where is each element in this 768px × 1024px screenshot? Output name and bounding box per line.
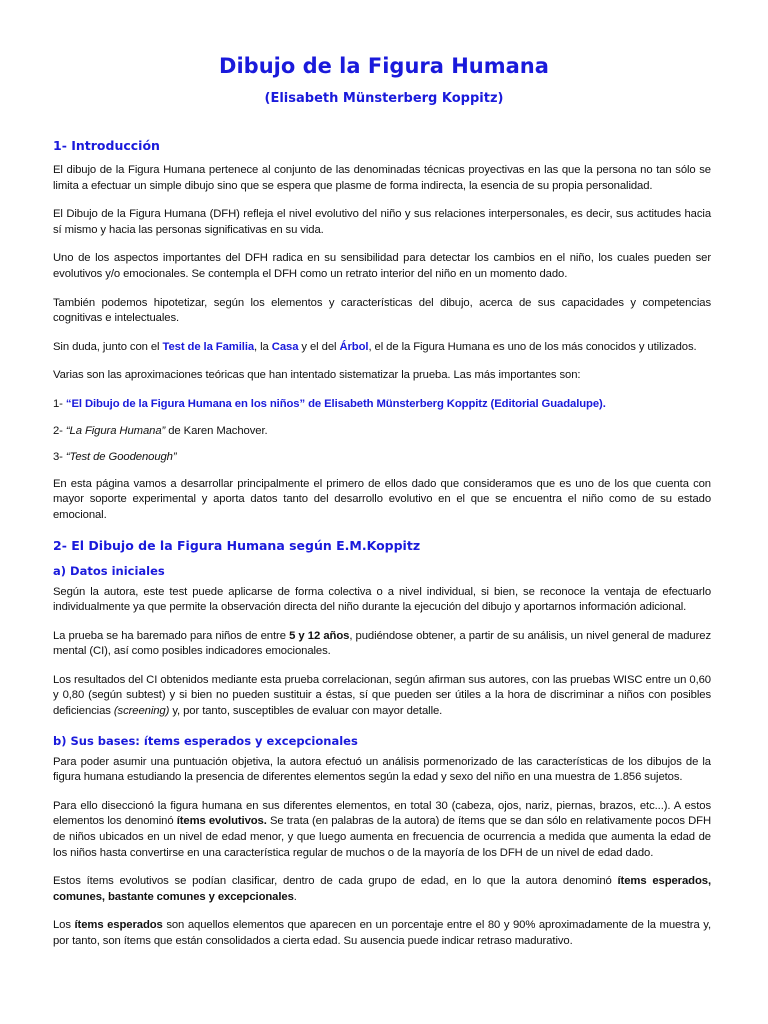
intro-paragraph-1: El dibujo de la Figura Humana pertenece al conjunto de las denominadas técnicas proyectivas en las que la persona no tan sólo se limita a efectuar un simple dibujo sino que se espera que plasme de forma indirecta, la esencia de su propia personalidad.	[53, 164, 711, 192]
list-item-3	[53, 450, 711, 466]
intro-paragraph-4: También podemos hipotetizar, según los elementos y características del dibujo, acerca de sus capacidades y competencias cognitivas e intelectuales.	[53, 296, 711, 325]
bold-term: ítems esperados, comunes, bastante comunes y excepcionales	[53, 875, 711, 903]
subsection-b-heading: b) Sus bases: ítems esperados y excepcionales	[53, 733, 358, 748]
list-item-title: “Test de Goodenough”	[65, 451, 177, 464]
text-run: son aquellos elementos que aparecen en un porcentaje entre el 80 y 90% aproximadamente de la muestra y, por tanto, son ítems que están consolidados a cierta edad. Su ausencia puede indicar retraso madurativo.	[53, 919, 711, 947]
text-run: .	[293, 890, 297, 903]
subsection-a-heading: a) Datos iniciales	[53, 563, 165, 578]
text-run: , pudiéndose obtener, a partir de su análisis, un nivel general de madurez mental (CI), así como posibles indicadores emocionales.	[53, 629, 711, 658]
bases-paragraph-4	[53, 918, 711, 949]
bases-paragraph-2	[53, 799, 711, 861]
text-run: Los	[53, 919, 75, 932]
list-number: 3-	[53, 451, 66, 464]
intro-paragraph-3: Uno de los aspectos importantes del DFH radica en su sensibilidad para detectar los cambios en el niño, los cuales pueden ser evolutivos y/o emocionales. Se contempla el DFH como un retrato interior del niño en un momento dado.	[53, 252, 711, 280]
datos-paragraph-3	[53, 673, 711, 720]
bases-paragraph-3	[53, 874, 711, 905]
list-number: 2-	[53, 424, 66, 437]
text-run: Se trata (en palabras de la autora) de ítems que se dan sólo en relativamente pocos DFH de niños ubicados en un nivel de edad menor, y que luego aumenta en frecuencia de ocurrencia a medida que aumenta la edad de los niños hasta convertirse en una característica regular de muchos o de la mayoría de los DFH de un nivel de edad dado.	[53, 815, 712, 859]
list-item-title: “La Figura Humana”	[65, 424, 166, 437]
bases-paragraph-1: Para poder asumir una puntuación objetiva, la autora efectuó un análisis pormenorizado de las características de los dibujos de la figura humana estudiando la presencia de diferentes elementos según la edad y sexo del niño en una muestra de 1.856 sujetos.	[53, 755, 711, 784]
text-run: Sin duda, junto con el	[53, 340, 163, 353]
list-item-2	[53, 424, 711, 440]
approaches-list	[53, 397, 711, 466]
text-run: Estos ítems evolutivos se podían clasificar, dentro de cada grupo de edad, en lo que la autora denominó	[53, 875, 618, 888]
text-run: Para ello diseccionó la figura humana en sus diferentes elementos, en total 30 (cabeza, ojos, nariz, piernas, brazos, etc...). A estos elementos los denominó	[53, 799, 711, 828]
link-casa[interactable]: Casa	[271, 340, 299, 353]
text-run: La prueba se ha baremado para niños de entre	[53, 629, 290, 642]
intro-paragraph-5	[53, 340, 711, 356]
intro-paragraph-7: En esta página vamos a desarrollar principalmente el primero de ellos dado que consideramos que es uno de los que cuenta con mayor soporte experimental y aporta datos tanto del desarrollo evolutivo en el que se encuentra el niño como de su estado emocional.	[53, 477, 711, 521]
datos-paragraph-1: Según la autora, este test puede aplicarse de forma colectiva o a nivel individual, si bien, se reconoce la ventaja de efectuarlo individualmente ya que permite la observación directa del niño durante la ejecución del dibujo y aportarnos información adicional.	[53, 585, 711, 614]
age-range: 5 y 12 años	[289, 629, 350, 642]
page-title: Dibujo de la Figura Humana	[219, 54, 549, 78]
list-number: 1-	[53, 397, 66, 410]
link-test-de-la-familia[interactable]: Test de la Familia	[162, 340, 255, 353]
datos-paragraph-2	[53, 629, 711, 660]
intro-paragraph-6: Varias son las aproximaciones teóricas que han intentado sistematizar la prueba. Las más importantes son:	[53, 369, 581, 382]
link-arbol[interactable]: Árbol	[339, 340, 369, 353]
section-1-heading: 1- Introducción	[53, 138, 160, 153]
text-run: , el de la Figura Humana es uno de los más conocidos y utilizados.	[368, 340, 697, 353]
bold-term: ítems evolutivos.	[176, 815, 267, 828]
screening-term: (screening)	[113, 705, 170, 718]
intro-paragraph-2: El Dibujo de la Figura Humana (DFH) refleja el nivel evolutivo del niño y sus relaciones interpersonales, es decir, sus actitudes hacia sí mismo y hacia las personas significativas en su vida.	[53, 208, 711, 236]
page-subtitle: (Elisabeth Münsterberg Koppitz)	[264, 91, 504, 106]
text-run: y el del	[298, 340, 340, 353]
document-body	[53, 137, 711, 963]
text-run: Los resultados del CI obtenidos mediante esta prueba correlacionan, según afirman sus autores, con las pruebas WISC entre un 0,60 y 0,80 (según subtest) y si bien no pueden sustituir a éstas, sí que pueden ser útiles a la hora de discriminar a niños con posibles deficiencias	[53, 673, 711, 718]
text-run: y, por tanto, susceptibles de evaluar con mayor detalle.	[169, 705, 443, 718]
list-item-text: “El Dibujo de la Figura Humana en los niños” de Elisabeth Münsterberg Koppitz (Editorial Guadalupe).	[65, 397, 606, 410]
text-run: , la	[254, 340, 272, 353]
list-item-text: de Karen Machover.	[165, 424, 268, 437]
section-2-heading: 2- El Dibujo de la Figura Humana según E.M.Koppitz	[53, 537, 421, 553]
bold-term: ítems esperados	[74, 919, 163, 932]
list-item-1	[53, 397, 711, 413]
